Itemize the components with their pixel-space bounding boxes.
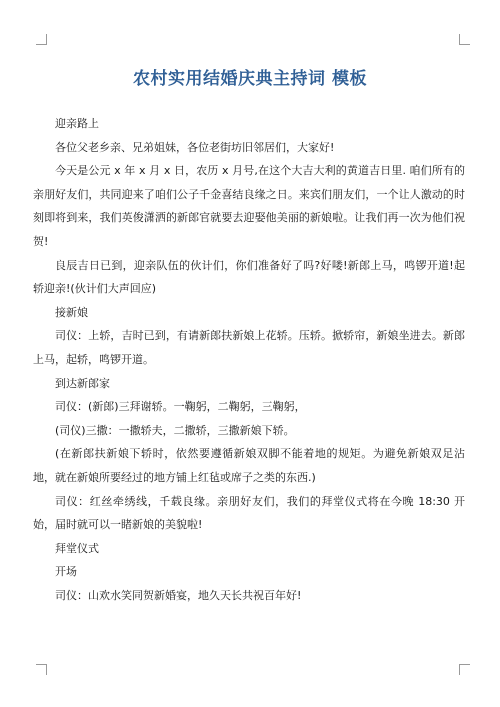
document-body xyxy=(33,112,465,607)
section-heading-receive-bride: 接新娘 xyxy=(55,305,88,319)
paragraph-today: 今天是公元 x 年 x 月 x 日，农历 x 月号,在这个大吉大利的黄道吉日里. 咱们所有的亲朋好友们，共同迎来了咱们公子千金喜结良缘之日。来宾们朋友们，一个让人激动的时刻即将到来，我们英俊潇洒的新郎官就要去迎娶他美丽的新娘啦。让我们再一次为他们祝贺! xyxy=(33,164,465,248)
section-heading-opening: 开场 xyxy=(55,565,77,579)
paragraph-three-scatters: (司仪)三撒：一撒轿夫，二撒轿，三撒新娘下轿。 xyxy=(55,423,295,437)
paragraph-three-bows: 司仪：(新郎)三拜谢轿。一鞠躬，二鞠躬，三鞠躬， xyxy=(55,400,306,414)
section-heading-arrive-groom-home: 到达新郎家 xyxy=(55,376,110,390)
corner-mark-top-right xyxy=(459,34,470,45)
paragraph-ceremony-time: 司仪：红丝牵绣线，千载良缘。亲朋好友们，我们的拜堂仪式将在今晚 18:30 开始，届时就可以一睹新娘的美貌啦! xyxy=(33,494,465,532)
corner-mark-bottom-left xyxy=(36,664,47,675)
document-title: 农村实用结婚庆典主持词 模板 xyxy=(133,69,367,89)
section-heading-pickup-road: 迎亲路上 xyxy=(55,117,99,130)
section-heading-worship-ceremony: 拜堂仪式 xyxy=(55,541,99,555)
paragraph-auspicious-day: 良辰吉日已到，迎亲队伍的伙计们，你们准备好了吗?好喽!新郎上马，鸣锣开道!起轿迎亲!(伙计们大声回应) xyxy=(33,258,465,296)
paragraph-opening-blessing: 司仪：山欢水笑同贺新婚宴，地久天长共祝百年好! xyxy=(55,588,302,602)
paragraph-sedan-board: 司仪：上轿，吉时已到，有请新郎扶新娘上花轿。压轿。掀轿帘，新娘坐进去。新郎上马，起轿，鸣锣开道。 xyxy=(33,329,465,366)
corner-mark-top-left xyxy=(36,34,47,45)
paragraph-bride-feet-custom: (在新郎扶新娘下轿时，依然要遵循新娘双脚不能着地的规矩。为避免新娘双足沾地，就在新娘所要经过的地方铺上红毡或席子之类的东西.) xyxy=(33,447,465,484)
corner-mark-bottom-right xyxy=(459,664,470,675)
paragraph-greeting: 各位父老乡亲、兄弟姐妹，各位老街坊旧邻居们，大家好! xyxy=(55,140,335,154)
